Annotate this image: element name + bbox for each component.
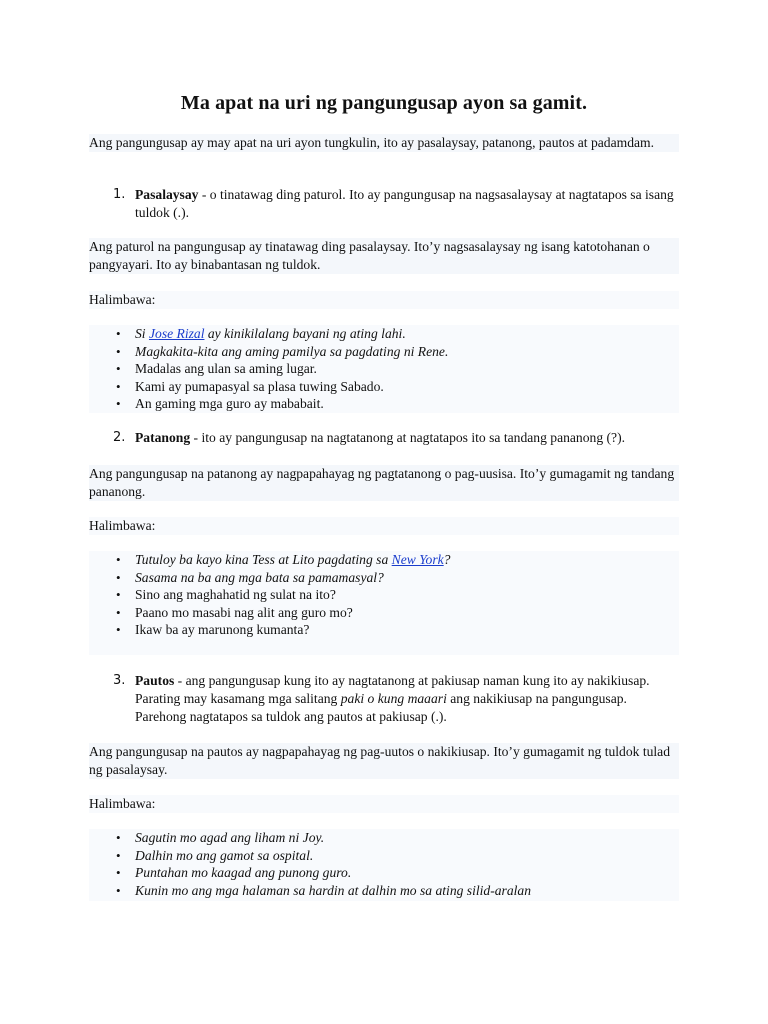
list-item: • Sagutin mo agad ang liham ni Joy. <box>89 829 679 847</box>
definition-pasalaysay: - o tinatawag ding paturol. Ito ay pangungusap na nagsasalaysay at nagtatapos sa isang tuldok (.). <box>135 187 674 220</box>
definition-pautos-b: ang nakikiusap na pangungusap. Parehong nagtatapos sa tuldok ang pautos at pakiusap (.). <box>135 691 627 724</box>
halimbawa-label-3 <box>89 795 679 813</box>
section-pautos-heading <box>89 672 679 726</box>
halimbawa-label-2 <box>89 517 679 535</box>
definition-pautos-a: - ang pangungusap kung ito ay nagtatanong at pakiusap naman kung ito ay nakikiusap. Parating may kasamang mga salitang <box>135 673 650 706</box>
list-item: • Paano mo masabi nag alit ang guro mo? <box>89 604 679 622</box>
jose-rizal-link[interactable]: Jose Rizal <box>148 326 205 341</box>
pasalaysay-examples <box>89 325 679 413</box>
pasalaysay-text: Ang paturol na pangungusap ay tinatawag ding pasalaysay. Ito’y nagsasalaysay ng isang katotohanan o pangyayari. Ito ay binabantasan ng tuldok. <box>89 239 650 272</box>
pautos-paragraph <box>89 743 679 779</box>
list-item: • Dalhin mo ang gamot sa ospital. <box>89 847 679 865</box>
term-patanong: Patanong <box>135 430 191 445</box>
list-item <box>89 551 679 569</box>
intro-paragraph <box>89 134 679 152</box>
list-item: • Sino ang maghahatid ng sulat na ito? <box>89 586 679 604</box>
patanong-paragraph <box>89 465 679 501</box>
example-text: Si <box>135 326 149 341</box>
intro-text: Ang pangungusap ay may apat na uri ayon tungkulin, ito ay pasalaysay, patanong, pautos at padamdam. <box>89 135 655 150</box>
list-number: 3. <box>113 673 126 688</box>
definition-patanong: - ito ay pangungusap na nagtatanong at nagtatapos ito sa tandang pananong (?). <box>190 430 626 445</box>
term-pasalaysay: Pasalaysay <box>135 187 199 202</box>
pautos-examples <box>89 829 679 901</box>
list-item: • Madalas ang ulan sa aming lugar. <box>89 360 679 378</box>
halimbawa-text: Halimbawa: <box>89 518 156 533</box>
page-title: Ma apat na uri ng pangungusap ayon sa gamit. <box>180 92 588 114</box>
example-text: ? <box>443 552 451 567</box>
example-text: Tutuloy ba kayo kina Tess at Lito pagdating sa <box>135 552 392 567</box>
definition-pautos-italic: paki o kung maaari <box>340 691 447 706</box>
halimbawa-text: Halimbawa: <box>89 292 156 307</box>
list-item <box>89 325 679 343</box>
halimbawa-text: Halimbawa: <box>89 796 156 811</box>
list-item: • Kunin mo ang mga halaman sa hardin at dalhin mo sa ating silid-aralan <box>89 882 679 900</box>
section-patanong-heading <box>89 429 679 447</box>
pautos-text: Ang pangungusap na pautos ay nagpapahayag ng pag-uutos o nakikiusap. Ito’y gumagamit ng tuldok tulad ng pasalaysay. <box>89 744 671 777</box>
list-item: • Magkakita-kita ang aming pamilya sa pagdating ni Rene. <box>89 343 679 361</box>
halimbawa-label-1 <box>89 291 679 309</box>
new-york-link[interactable]: New York <box>391 552 444 567</box>
section-pasalaysay-heading <box>89 186 679 222</box>
list-item: • Sasama na ba ang mga bata sa pamamasyal? <box>89 569 679 587</box>
list-item: • An gaming mga guro ay mababait. <box>89 395 679 413</box>
example-text: ay kinikilalang bayani ng ating lahi. <box>204 326 406 341</box>
list-item: • Kami ay pumapasyal sa plasa tuwing Sabado. <box>89 378 679 396</box>
patanong-text: Ang pangungusap na patanong ay nagpapahayag ng pagtatanong o pag-uusisa. Ito’y gumagamit ng tandang pananong. <box>89 466 675 499</box>
term-pautos: Pautos <box>135 673 175 688</box>
list-item: • Puntahan mo kaagad ang punong guro. <box>89 864 679 882</box>
list-number: 1. <box>113 187 126 202</box>
patanong-examples <box>89 551 679 655</box>
list-item: • Ikaw ba ay marunong kumanta? <box>89 621 679 639</box>
list-number: 2. <box>113 430 126 445</box>
pasalaysay-paragraph <box>89 238 679 274</box>
